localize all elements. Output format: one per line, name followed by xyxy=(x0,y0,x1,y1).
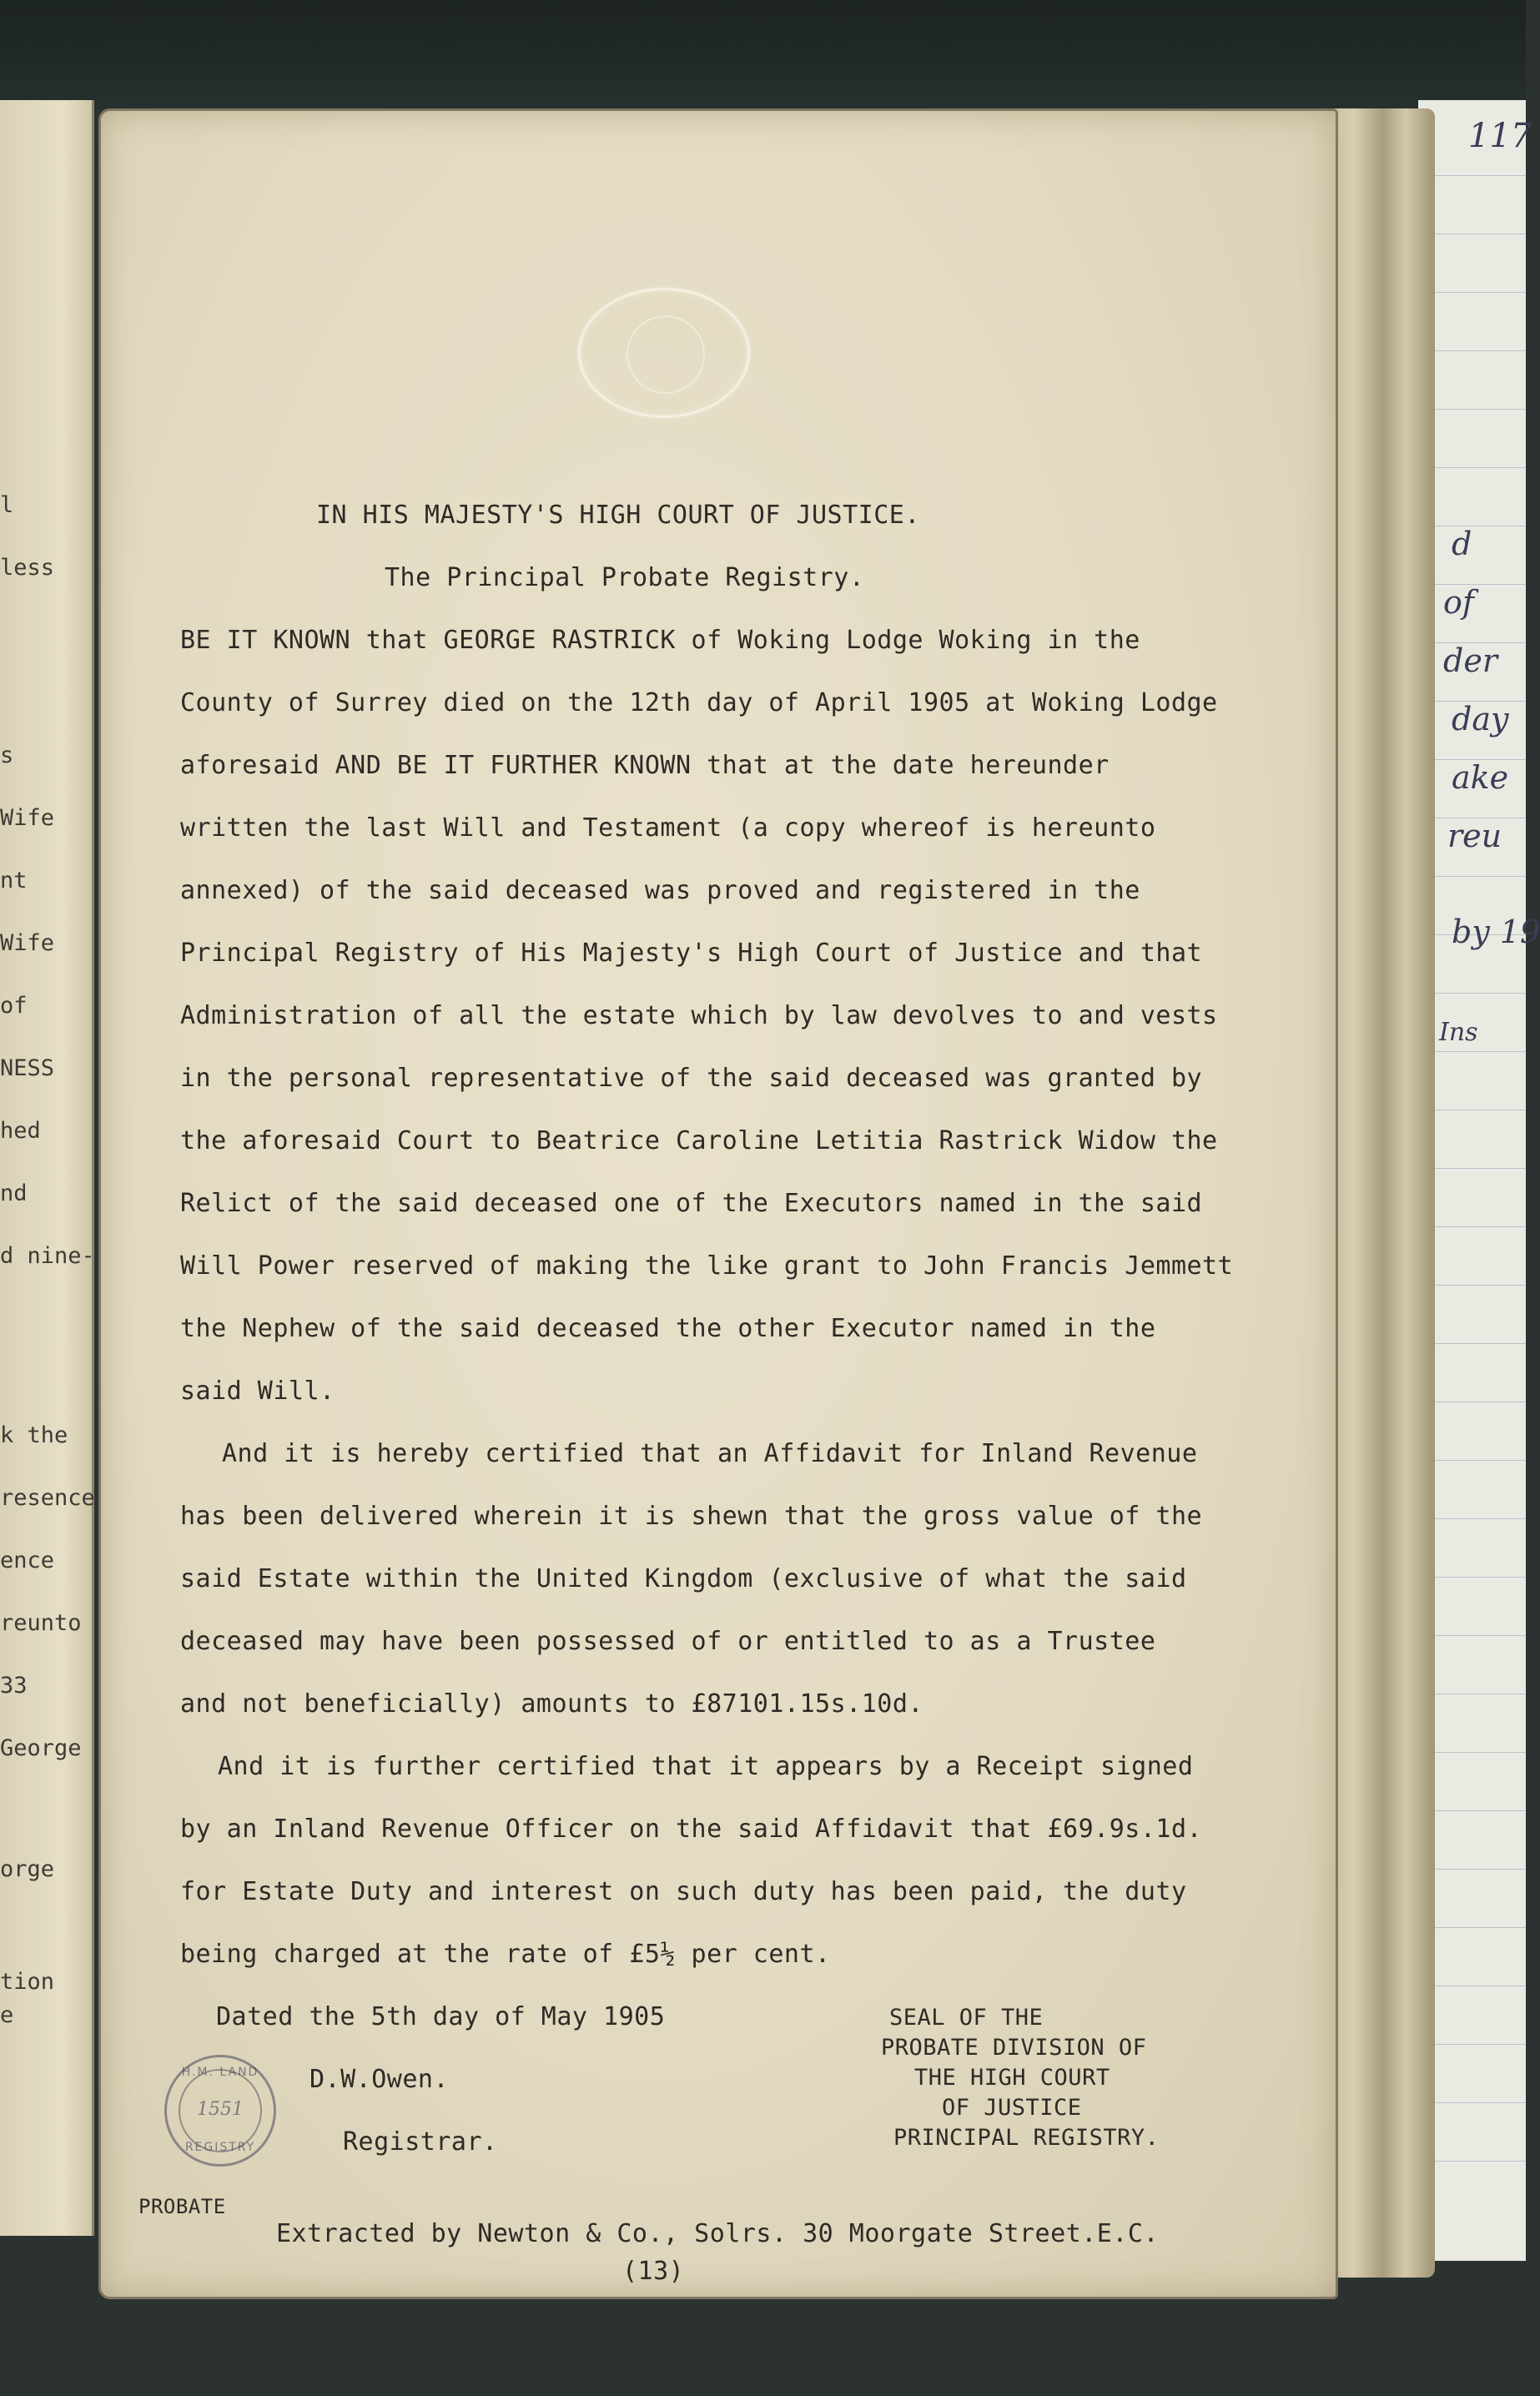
left-fragment: nd xyxy=(0,1180,28,1206)
land-registry-stamp xyxy=(164,2055,276,2167)
left-fragment: l xyxy=(0,492,14,518)
left-fragment: of xyxy=(0,993,28,1019)
stamp-text-top: H.M. LAND xyxy=(181,2066,259,2079)
corner-label: PROBATE xyxy=(138,2195,226,2218)
left-facing-page xyxy=(0,100,94,2236)
body-line: said Will. xyxy=(180,1377,335,1406)
receipt-line: being charged at the rate of £5½ per cent. xyxy=(180,1940,831,1969)
body-line: annexed) of the said deceased was proved and registered in the xyxy=(180,876,1140,905)
left-fragment: Wife xyxy=(0,930,55,956)
signatory-title: Registrar. xyxy=(343,2127,498,2157)
body-line: Relict of the said deceased one of the Executors named in the said xyxy=(180,1189,1203,1218)
left-fragment: ence xyxy=(0,1548,55,1573)
left-fragment: George xyxy=(0,1735,82,1761)
left-fragment: resence xyxy=(0,1485,95,1511)
body-line: the Nephew of the said deceased the other Executor named in the xyxy=(180,1314,1156,1343)
left-fragment: tion xyxy=(0,1969,55,1995)
receipt-line: for Estate Duty and interest on such duty has been paid, the duty xyxy=(180,1877,1187,1906)
extracted-by-line: Extracted by Newton & Co., Solrs. 30 Moorgate Street.E.C. xyxy=(276,2219,1160,2248)
handwriting-fragment: der xyxy=(1443,642,1497,679)
left-fragment: d nine- xyxy=(0,1243,95,1269)
probate-document-page xyxy=(98,108,1338,2299)
left-fragment: less xyxy=(0,555,55,581)
left-fragment: NESS xyxy=(0,1055,55,1081)
right-page-number: 117 xyxy=(1468,117,1532,155)
seal-line: PROBATE DIVISION OF xyxy=(881,2035,1147,2061)
left-fragment: reunto xyxy=(0,1610,82,1636)
left-fragment: Wife xyxy=(0,805,55,831)
handwriting-fragment: ake xyxy=(1452,759,1509,796)
handwriting-fragment: by 19 xyxy=(1452,914,1540,950)
seal-line: PRINCIPAL REGISTRY. xyxy=(893,2125,1160,2151)
affidavit-line: said Estate within the United Kingdom (exclusive of what the said xyxy=(180,1564,1187,1593)
left-fragment: s xyxy=(0,742,14,768)
affidavit-line: and not beneficially) amounts to £87101.15s.10d. xyxy=(180,1689,923,1719)
signatory-name: D.W.Owen. xyxy=(310,2065,450,2094)
seal-line: SEAL OF THE xyxy=(889,2005,1044,2031)
receipt-line: by an Inland Revenue Officer on the said Affidavit that £69.9s.1d. xyxy=(180,1815,1203,1844)
left-fragment: k the xyxy=(0,1422,68,1448)
body-line: Administration of all the estate which by law devolves to and vests xyxy=(180,1001,1218,1030)
seal-line: THE HIGH COURT xyxy=(914,2065,1110,2091)
page-number: (13) xyxy=(622,2257,685,2286)
body-line: County of Surrey died on the 12th day of April 1905 at Woking Lodge xyxy=(180,688,1218,717)
document-heading: IN HIS MAJESTY'S HIGH COURT OF JUSTICE. xyxy=(316,501,920,530)
affidavit-line: deceased may have been possessed of or entitled to as a Trustee xyxy=(180,1627,1156,1656)
receipt-line: And it is further certified that it appears by a Receipt signed xyxy=(218,1752,1194,1781)
affidavit-line: And it is hereby certified that an Affidavit for Inland Revenue xyxy=(222,1439,1198,1468)
body-line: in the personal representative of the said deceased was granted by xyxy=(180,1064,1203,1093)
body-line: Will Power reserved of making the like grant to John Francis Jemmett xyxy=(180,1251,1234,1281)
background-dark xyxy=(0,0,1526,108)
seal-line: OF JUSTICE xyxy=(942,2095,1082,2121)
body-line: Principal Registry of His Majesty's High Court of Justice and that xyxy=(180,939,1203,968)
handwriting-fragment: reu xyxy=(1447,818,1502,854)
handwriting-fragment: d xyxy=(1452,526,1472,562)
left-fragment: 33 xyxy=(0,1673,28,1699)
embossed-royal-arms-seal xyxy=(578,288,750,418)
stamp-text-bottom: REGISTRY xyxy=(184,2141,256,2154)
body-line: written the last Will and Testament (a copy whereof is hereunto xyxy=(180,813,1156,843)
left-fragment: orge xyxy=(0,1856,55,1882)
stamp-center-number: 1551 xyxy=(197,2099,244,2120)
affidavit-line: has been delivered wherein it is shewn that the gross value of the xyxy=(180,1502,1203,1531)
handwriting-fragment: Ins xyxy=(1439,1018,1478,1047)
body-line: BE IT KNOWN that GEORGE RASTRICK of Woking Lodge Woking in the xyxy=(180,626,1140,655)
handwriting-fragment: day xyxy=(1452,701,1509,737)
handwriting-fragment: of xyxy=(1443,584,1474,621)
dated-line: Dated the 5th day of May 1905 xyxy=(216,2002,666,2031)
document-subheading: The Principal Probate Registry. xyxy=(385,563,865,592)
body-line: the aforesaid Court to Beatrice Caroline Letitia Rastrick Widow the xyxy=(180,1126,1218,1155)
left-fragment: hed xyxy=(0,1118,41,1144)
left-fragment: nt xyxy=(0,868,28,893)
body-line: aforesaid AND BE IT FURTHER KNOWN that at the date hereunder xyxy=(180,751,1110,780)
left-fragment: e xyxy=(0,2002,14,2028)
